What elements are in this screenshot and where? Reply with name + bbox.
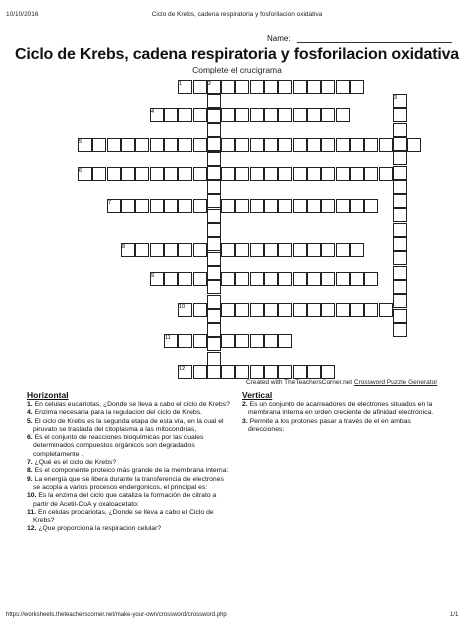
crossword-cell[interactable] bbox=[364, 138, 378, 152]
credit-line bbox=[246, 379, 437, 386]
crossword-cell[interactable] bbox=[178, 167, 192, 181]
print-page-title: Ciclo de Krebs, cadena respiratoria y fosforilacion oxidativa bbox=[151, 11, 323, 18]
crossword-cell[interactable] bbox=[135, 138, 149, 152]
crossword-cell[interactable] bbox=[207, 223, 221, 237]
crossword-cell[interactable] bbox=[293, 365, 307, 379]
crossword-cell[interactable] bbox=[321, 80, 335, 94]
crossword-cell[interactable] bbox=[336, 303, 350, 317]
crossword-cell[interactable] bbox=[207, 137, 221, 151]
clue-v2: 2. Es un conjunto de acarreadores de electrones situados en la membrana interna en orden creciente de afinidad electrónica. bbox=[242, 401, 434, 417]
crossword-cell[interactable] bbox=[350, 199, 364, 213]
crossword-cell[interactable] bbox=[393, 309, 407, 323]
crossword-cell[interactable] bbox=[393, 180, 407, 194]
crossword-cell[interactable] bbox=[393, 223, 407, 237]
crossword-cell[interactable] bbox=[207, 109, 221, 123]
crossword-cell[interactable] bbox=[321, 303, 335, 317]
crossword-cell[interactable] bbox=[150, 199, 164, 213]
crossword-cell[interactable] bbox=[121, 167, 135, 181]
crossword-cell[interactable] bbox=[293, 80, 307, 94]
crossword-cell[interactable] bbox=[250, 334, 264, 348]
clue-v3: 3. Permite a los protones pasar a través de el en ambas direcciones: bbox=[242, 417, 411, 433]
crossword-cell[interactable] bbox=[293, 243, 307, 257]
crossword-cell[interactable] bbox=[336, 272, 350, 286]
crossword-cell[interactable] bbox=[264, 334, 278, 348]
crossword-cell[interactable] bbox=[235, 272, 249, 286]
crossword-cell[interactable] bbox=[221, 365, 235, 379]
crossword-number: 11 bbox=[165, 335, 171, 341]
horizontal-title: Horizontal bbox=[27, 390, 69, 400]
crossword-cell[interactable] bbox=[393, 280, 407, 294]
clue-h10: 10. Es la enzima del ciclo que cataliza la formación de citrato a partir de Acetil-CoA y oxaloacetato: bbox=[27, 492, 217, 508]
crossword-cell[interactable] bbox=[307, 365, 321, 379]
crossword-cell[interactable] bbox=[178, 272, 192, 286]
crossword-cell[interactable] bbox=[207, 237, 221, 251]
crossword-cell[interactable] bbox=[193, 243, 207, 257]
crossword-cell[interactable] bbox=[193, 80, 207, 94]
crossword-cell[interactable] bbox=[364, 303, 378, 317]
clue-h4: 4. Enzima necesaria para la regulacion del ciclo de Krebs. bbox=[27, 409, 202, 417]
crossword-cell[interactable] bbox=[250, 199, 264, 213]
crossword-cell[interactable] bbox=[336, 108, 350, 122]
crossword-cell[interactable] bbox=[207, 337, 221, 351]
crossword-cell[interactable] bbox=[193, 138, 207, 152]
crossword-cell[interactable] bbox=[393, 323, 407, 337]
crossword-cell[interactable] bbox=[307, 243, 321, 257]
crossword-cell[interactable] bbox=[92, 138, 106, 152]
crossword-cell[interactable] bbox=[235, 199, 249, 213]
crossword-cell[interactable] bbox=[178, 108, 192, 122]
crossword-cell[interactable] bbox=[307, 303, 321, 317]
crossword-cell[interactable] bbox=[207, 123, 221, 137]
crossword-cell[interactable] bbox=[278, 243, 292, 257]
credit-prefix: Created with TheTeachersCorner.net bbox=[246, 379, 354, 386]
crossword-cell[interactable] bbox=[321, 243, 335, 257]
crossword-cell[interactable] bbox=[264, 138, 278, 152]
crossword-cell[interactable] bbox=[164, 108, 178, 122]
credit-link[interactable]: Crossword Puzzle Generator bbox=[353, 379, 438, 386]
crossword-cell[interactable] bbox=[278, 138, 292, 152]
crossword-number: 8 bbox=[122, 244, 126, 250]
crossword-cell[interactable] bbox=[336, 138, 350, 152]
crossword-cell[interactable] bbox=[307, 80, 321, 94]
crossword-cell[interactable] bbox=[321, 365, 335, 379]
crossword-cell[interactable] bbox=[364, 272, 378, 286]
crossword-number: 12 bbox=[179, 366, 186, 372]
crossword-cell[interactable] bbox=[135, 199, 149, 213]
crossword-cell[interactable] bbox=[278, 334, 292, 348]
crossword-cell[interactable] bbox=[379, 138, 393, 152]
crossword-cell[interactable] bbox=[250, 138, 264, 152]
page-subtitle: Complete el crucigrama bbox=[192, 65, 282, 75]
crossword-cell[interactable] bbox=[393, 266, 407, 280]
crossword-cell[interactable] bbox=[364, 167, 378, 181]
crossword-cell[interactable] bbox=[393, 137, 407, 151]
crossword-cell[interactable] bbox=[221, 108, 235, 122]
crossword-cell[interactable] bbox=[193, 272, 207, 286]
clue-h12: 12. ¿Que proporciona la respiracion celular? bbox=[27, 525, 162, 533]
crossword-cell[interactable] bbox=[221, 303, 235, 317]
crossword-cell[interactable] bbox=[221, 80, 235, 94]
page-title: Ciclo de Krebs, cadena respiratoria y fosforilacion oxidativa bbox=[15, 46, 459, 63]
crossword-cell[interactable] bbox=[393, 208, 407, 222]
crossword-cell[interactable] bbox=[221, 334, 235, 348]
crossword-number: 4 bbox=[151, 109, 155, 115]
crossword-cell[interactable] bbox=[278, 303, 292, 317]
crossword-cell[interactable] bbox=[193, 334, 207, 348]
crossword-cell[interactable] bbox=[350, 167, 364, 181]
crossword-cell[interactable] bbox=[221, 243, 235, 257]
crossword-cell[interactable] bbox=[150, 167, 164, 181]
crossword-cell[interactable] bbox=[178, 334, 192, 348]
clue-h5: 5. El ciclo de Krebs es la segunda etapa de esta vía, en la cual el piruvato se traslada del citoplasma a las mitocondrias, bbox=[27, 417, 224, 433]
crossword-number: 5 bbox=[79, 139, 83, 145]
crossword-cell[interactable] bbox=[293, 108, 307, 122]
crossword-number: 3 bbox=[394, 95, 398, 101]
crossword-cell[interactable] bbox=[178, 199, 192, 213]
crossword-cell[interactable] bbox=[150, 138, 164, 152]
crossword-cell[interactable] bbox=[321, 199, 335, 213]
crossword-cell[interactable] bbox=[207, 323, 221, 337]
crossword-cell[interactable] bbox=[264, 365, 278, 379]
crossword-cell[interactable] bbox=[350, 243, 364, 257]
crossword-cell[interactable] bbox=[221, 167, 235, 181]
crossword-cell[interactable] bbox=[235, 243, 249, 257]
print-date: 10/10/2016 bbox=[6, 11, 39, 18]
crossword-cell[interactable] bbox=[264, 80, 278, 94]
crossword-cell[interactable] bbox=[207, 252, 221, 266]
crossword-cell[interactable] bbox=[336, 243, 350, 257]
crossword-cell[interactable] bbox=[207, 166, 221, 180]
crossword-cell[interactable] bbox=[379, 167, 393, 181]
crossword-cell[interactable] bbox=[293, 138, 307, 152]
crossword-cell[interactable] bbox=[250, 108, 264, 122]
crossword-cell[interactable] bbox=[193, 167, 207, 181]
crossword-cell[interactable] bbox=[235, 108, 249, 122]
crossword-cell[interactable] bbox=[350, 303, 364, 317]
crossword-cell[interactable] bbox=[250, 272, 264, 286]
crossword-cell[interactable] bbox=[264, 243, 278, 257]
crossword-cell[interactable] bbox=[164, 138, 178, 152]
clue-h7: 7. ¿Qué es el ciclo de Krebs? bbox=[27, 459, 117, 467]
crossword-cell[interactable] bbox=[278, 167, 292, 181]
crossword-cell[interactable] bbox=[307, 167, 321, 181]
crossword-cell[interactable] bbox=[193, 303, 207, 317]
crossword-cell[interactable] bbox=[178, 243, 192, 257]
crossword-cell[interactable] bbox=[207, 295, 221, 309]
crossword-cell[interactable] bbox=[207, 365, 221, 379]
crossword-cell[interactable] bbox=[307, 199, 321, 213]
crossword-cell[interactable] bbox=[250, 243, 264, 257]
crossword-cell[interactable] bbox=[235, 365, 249, 379]
crossword-cell[interactable] bbox=[207, 280, 221, 294]
crossword-cell[interactable] bbox=[293, 303, 307, 317]
footer-page: 1/1 bbox=[450, 612, 459, 618]
crossword-cell[interactable] bbox=[207, 309, 221, 323]
crossword-cell[interactable] bbox=[364, 199, 378, 213]
crossword-cell[interactable] bbox=[250, 365, 264, 379]
crossword-cell[interactable] bbox=[264, 108, 278, 122]
crossword-cell[interactable] bbox=[107, 167, 121, 181]
crossword-cell[interactable] bbox=[264, 303, 278, 317]
crossword-cell[interactable] bbox=[336, 80, 350, 94]
crossword-cell[interactable] bbox=[350, 80, 364, 94]
crossword-cell[interactable] bbox=[250, 167, 264, 181]
crossword-cell[interactable] bbox=[350, 138, 364, 152]
crossword-cell[interactable] bbox=[207, 152, 221, 166]
vertical-clues bbox=[242, 401, 447, 434]
crossword-cell[interactable] bbox=[264, 272, 278, 286]
crossword-cell[interactable] bbox=[278, 199, 292, 213]
crossword-cell[interactable] bbox=[193, 108, 207, 122]
crossword-cell[interactable] bbox=[393, 251, 407, 265]
crossword-cell[interactable] bbox=[235, 167, 249, 181]
clue-h9: 9. La energía que se libera durante la transferencia de electrones se acopla a varios procesos endergonicos, el principal es: bbox=[27, 475, 224, 491]
crossword-cell[interactable] bbox=[207, 352, 221, 366]
crossword-cell[interactable] bbox=[393, 123, 407, 137]
crossword-cell[interactable] bbox=[278, 365, 292, 379]
crossword-number: 9 bbox=[151, 273, 155, 279]
crossword-cell[interactable] bbox=[207, 266, 221, 280]
crossword-cell[interactable] bbox=[393, 108, 407, 122]
crossword-cell[interactable] bbox=[121, 138, 135, 152]
crossword-cell[interactable] bbox=[393, 294, 407, 308]
crossword-cell[interactable] bbox=[293, 167, 307, 181]
crossword-cell[interactable] bbox=[235, 303, 249, 317]
name-line bbox=[297, 42, 452, 43]
crossword-cell[interactable] bbox=[250, 80, 264, 94]
crossword-cell[interactable] bbox=[321, 167, 335, 181]
clue-h6: 6. Es el conjunto de reacciones bioquímicas por las cuales determinados compuestos orgánicos son degradados completamente . bbox=[27, 434, 204, 458]
crossword-cell[interactable] bbox=[307, 272, 321, 286]
crossword-cell[interactable] bbox=[250, 303, 264, 317]
crossword-number: 7 bbox=[108, 200, 112, 206]
crossword-cell[interactable] bbox=[221, 272, 235, 286]
name-label: Name: bbox=[267, 34, 291, 43]
crossword-cell[interactable] bbox=[164, 243, 178, 257]
crossword-cell[interactable] bbox=[350, 272, 364, 286]
crossword-cell[interactable] bbox=[321, 138, 335, 152]
crossword-cell[interactable] bbox=[135, 243, 149, 257]
crossword-cell[interactable] bbox=[107, 138, 121, 152]
crossword-cell[interactable] bbox=[321, 272, 335, 286]
crossword-cell[interactable] bbox=[92, 167, 106, 181]
crossword-cell[interactable] bbox=[164, 272, 178, 286]
crossword-cell[interactable] bbox=[321, 108, 335, 122]
crossword-cell[interactable] bbox=[150, 243, 164, 257]
crossword-cell[interactable] bbox=[278, 272, 292, 286]
crossword-cell[interactable] bbox=[393, 237, 407, 251]
crossword-cell[interactable] bbox=[393, 166, 407, 180]
clue-h11: 11. En celulas procariotas, ¿Donde se lleva a cabo el Ciclo de Krebs? bbox=[27, 508, 214, 525]
clue-h8: 8. Es el componente proteico más grande de la membrana interna: bbox=[27, 467, 229, 475]
crossword-cell[interactable] bbox=[235, 80, 249, 94]
crossword-cell[interactable] bbox=[193, 199, 207, 213]
crossword-number: 6 bbox=[79, 168, 83, 174]
crossword-cell[interactable] bbox=[135, 167, 149, 181]
crossword-cell[interactable] bbox=[407, 138, 421, 152]
footer-url: https://worksheets.theteacherscorner.net/make-your-own/crossword/crossword.php bbox=[6, 612, 227, 618]
crossword-cell[interactable] bbox=[221, 199, 235, 213]
crossword-cell[interactable] bbox=[207, 194, 221, 208]
crossword-cell[interactable] bbox=[393, 151, 407, 165]
crossword-cell[interactable] bbox=[293, 199, 307, 213]
clue-h1: 1. En celulas eucariotas, ¿Donde se lleva a cabo el ciclo de Krebs? bbox=[27, 401, 230, 408]
crossword-cell[interactable] bbox=[207, 209, 221, 223]
crossword-cell[interactable] bbox=[307, 138, 321, 152]
crossword-cell[interactable] bbox=[278, 80, 292, 94]
crossword-cell[interactable] bbox=[393, 194, 407, 208]
crossword-number: 1 bbox=[179, 81, 183, 87]
crossword-cell[interactable] bbox=[336, 199, 350, 213]
crossword-cell[interactable] bbox=[178, 138, 192, 152]
crossword-cell[interactable] bbox=[307, 108, 321, 122]
crossword-cell[interactable] bbox=[193, 365, 207, 379]
crossword-cell[interactable] bbox=[235, 138, 249, 152]
crossword-cell[interactable] bbox=[207, 94, 221, 108]
crossword-cell[interactable] bbox=[293, 272, 307, 286]
crossword-cell[interactable] bbox=[121, 199, 135, 213]
crossword-cell[interactable] bbox=[264, 199, 278, 213]
horizontal-clues bbox=[27, 401, 232, 534]
crossword-cell[interactable] bbox=[379, 303, 393, 317]
crossword-cell[interactable] bbox=[207, 180, 221, 194]
crossword-number: 10 bbox=[179, 304, 186, 310]
crossword-cell[interactable] bbox=[164, 199, 178, 213]
crossword-cell[interactable] bbox=[336, 167, 350, 181]
crossword-cell[interactable] bbox=[235, 334, 249, 348]
crossword-cell[interactable] bbox=[278, 108, 292, 122]
vertical-title: Vertical bbox=[242, 390, 273, 400]
crossword-cell[interactable] bbox=[221, 138, 235, 152]
crossword-number: 2 bbox=[208, 81, 212, 87]
crossword-cell[interactable] bbox=[164, 167, 178, 181]
crossword-cell[interactable] bbox=[264, 167, 278, 181]
